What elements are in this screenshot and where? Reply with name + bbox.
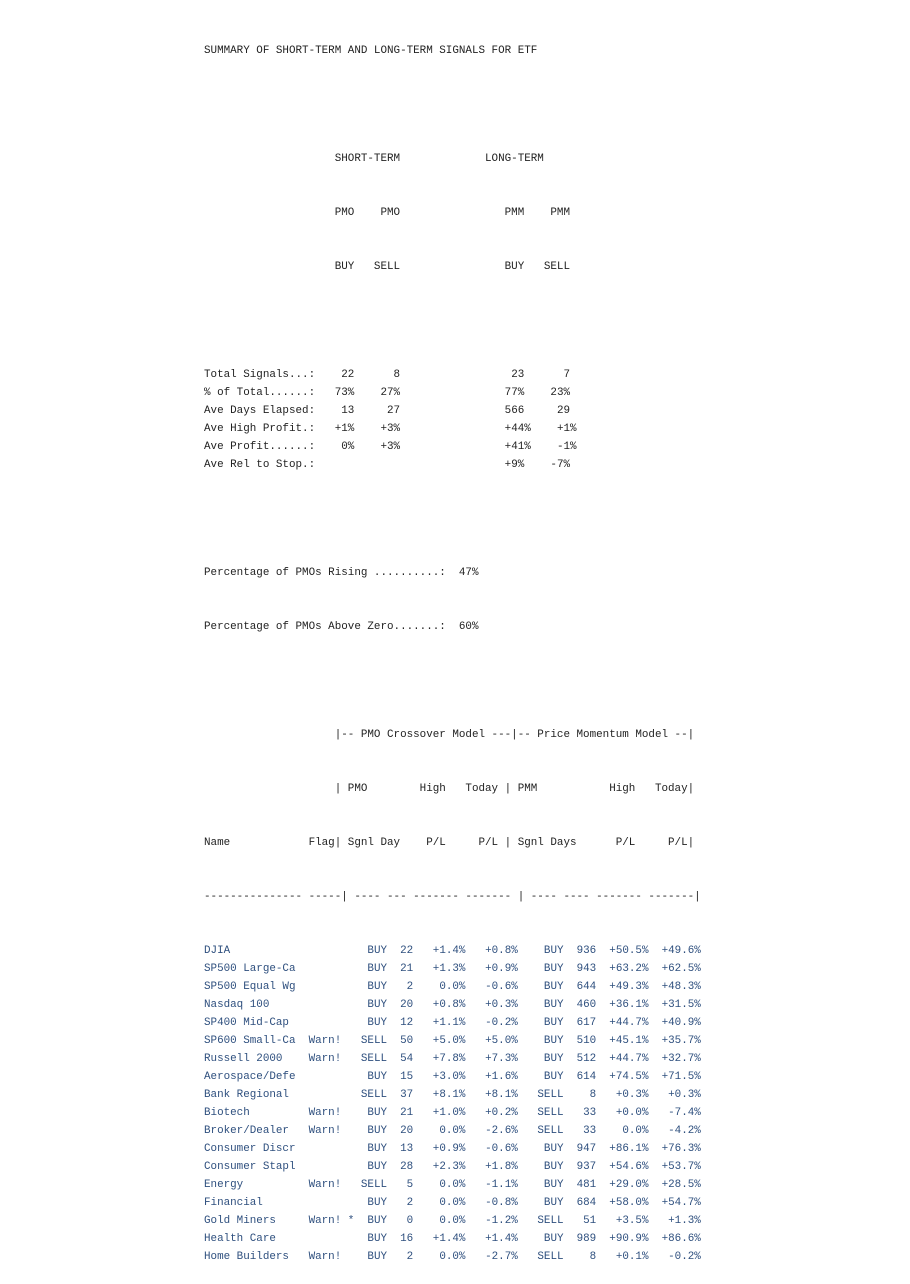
pmm-today-pl: -7.4% — [648, 1107, 701, 1119]
pct-rising-value: 47% — [458, 567, 479, 579]
summary-row — [204, 384, 701, 402]
signal-summary-report — [204, 6, 701, 1284]
warn-flag: Warn! — [308, 1179, 342, 1191]
table-row — [204, 1086, 701, 1104]
table-row — [204, 1212, 701, 1230]
pmo-today-pl: -0.2% — [465, 1017, 518, 1029]
pmm-days: 8 — [563, 1251, 597, 1263]
summary-st-sell-value: 27 — [354, 405, 401, 417]
table-row — [204, 1104, 701, 1122]
pmo-signal: BUY — [360, 1125, 388, 1137]
summary-row — [204, 438, 701, 456]
summary-lt-sell-value: 7 — [524, 369, 571, 381]
pmm-days: 510 — [563, 1035, 597, 1047]
summary-row — [204, 420, 701, 438]
pmm-days: 947 — [563, 1143, 597, 1155]
warn-flag — [309, 1233, 342, 1245]
pmo-today-pl: +0.3% — [465, 999, 518, 1011]
pmm-high-pl: +86.1% — [596, 1143, 649, 1155]
pmm-signal: BUY — [517, 1233, 564, 1245]
pmm-today-pl: +71.5% — [648, 1071, 701, 1083]
warn-flag — [309, 1143, 342, 1155]
pmo-signal: BUY — [360, 1161, 388, 1173]
signal-change-marker — [341, 945, 361, 957]
pmm-today-pl: +0.3% — [648, 1089, 701, 1101]
pmo-signal: BUY — [360, 963, 388, 975]
pmo-high-pl: 0.0% — [413, 1251, 466, 1263]
summary-st-sell-value: 8 — [354, 369, 401, 381]
pmm-signal: BUY — [517, 999, 564, 1011]
pmm-signal: BUY — [517, 1017, 564, 1029]
pmm-high-pl: +58.0% — [596, 1197, 649, 1209]
signal-change-marker — [341, 1251, 361, 1263]
table-row — [204, 1032, 701, 1050]
warn-flag — [309, 999, 342, 1011]
pmm-days: 460 — [563, 999, 597, 1011]
etf-name: Consumer Stapl — [204, 1161, 309, 1173]
etf-name: Russell 2000 — [204, 1053, 309, 1065]
signal-change-marker — [341, 1179, 361, 1191]
pmm-days: 937 — [563, 1161, 597, 1173]
blank-line — [204, 96, 701, 114]
signal-change-marker — [341, 1053, 361, 1065]
signal-change-marker — [341, 1035, 361, 1047]
pmo-days: 13 — [387, 1143, 414, 1155]
summary-st-buy-value: 13 — [321, 405, 355, 417]
summary-st-buy-value: 0% — [321, 441, 355, 453]
etf-name: Home Builders — [204, 1251, 309, 1263]
pmm-today-pl: +1.3% — [648, 1215, 701, 1227]
etf-name: Aerospace/Defe — [204, 1071, 309, 1083]
etf-name: Consumer Discr — [204, 1143, 309, 1155]
pmm-today-pl: +32.7% — [648, 1053, 701, 1065]
pmo-days: 12 — [387, 1017, 414, 1029]
pmm-today-pl: +62.5% — [648, 963, 701, 975]
pmm-high-pl: +45.1% — [596, 1035, 649, 1047]
pmo-days: 2 — [387, 1251, 414, 1263]
etf-name: Broker/Dealer — [204, 1125, 309, 1137]
summary-st-buy-value: 22 — [321, 369, 355, 381]
summary-row-label: Total Signals...: — [204, 369, 322, 381]
summary-row-label: Ave Profit......: — [204, 441, 322, 453]
pmm-today-pl: +28.5% — [648, 1179, 701, 1191]
summary-lt-sell-value: 23% — [524, 387, 571, 399]
table-row — [204, 1014, 701, 1032]
table-row — [204, 1050, 701, 1068]
pmm-today-pl: +31.5% — [648, 999, 701, 1011]
table-row — [204, 996, 701, 1014]
pmm-today-pl: -0.2% — [648, 1251, 701, 1263]
etf-name: SP500 Large-Ca — [204, 963, 309, 975]
pmo-days: 16 — [387, 1233, 414, 1245]
warn-flag — [309, 1017, 342, 1029]
signal-change-marker — [341, 1089, 361, 1101]
pmm-days: 989 — [563, 1233, 597, 1245]
pmm-days: 33 — [563, 1125, 597, 1137]
warn-flag — [309, 945, 342, 957]
pmm-signal: BUY — [517, 1053, 564, 1065]
warn-flag — [309, 981, 342, 993]
pmo-today-pl: -2.6% — [465, 1125, 518, 1137]
pmo-today-pl: +0.9% — [465, 963, 518, 975]
summary-st-sell-value: 27% — [354, 387, 401, 399]
pmo-today-pl: -1.1% — [465, 1179, 518, 1191]
signal-change-marker — [341, 963, 361, 975]
summary-st-sell-value: +3% — [354, 441, 401, 453]
pmo-high-pl: +2.3% — [413, 1161, 466, 1173]
pmm-high-pl: +54.6% — [596, 1161, 649, 1173]
pmo-today-pl: -1.2% — [465, 1215, 518, 1227]
pmo-today-pl: +1.4% — [465, 1233, 518, 1245]
summary-group-headers: SHORT-TERM LONG-TERM — [204, 153, 544, 165]
etf-name: Nasdaq 100 — [204, 999, 309, 1011]
pmm-signal: SELL — [517, 1215, 564, 1227]
signal-change-marker: * — [341, 1215, 361, 1227]
pmo-today-pl: +8.1% — [465, 1089, 518, 1101]
spacer — [400, 459, 505, 471]
pmo-high-pl: 0.0% — [413, 1125, 466, 1137]
pmm-signal: BUY — [517, 963, 564, 975]
table-row — [204, 1158, 701, 1176]
pct-pmos-above-zero — [204, 618, 701, 636]
summary-lt-buy-value: +44% — [504, 423, 531, 435]
pmo-days: 50 — [387, 1035, 414, 1047]
pmo-high-pl: +1.4% — [413, 945, 466, 957]
pmo-today-pl: -0.8% — [465, 1197, 518, 1209]
pmm-signal: BUY — [517, 1035, 564, 1047]
table-row — [204, 1068, 701, 1086]
pmo-days: 20 — [387, 1125, 414, 1137]
table-row — [204, 1176, 701, 1194]
summary-lt-sell-value: -1% — [530, 441, 577, 453]
pmm-days: 481 — [563, 1179, 597, 1191]
etf-name: Energy — [204, 1179, 309, 1191]
warn-flag — [309, 1161, 342, 1173]
pmm-high-pl: +63.2% — [596, 963, 649, 975]
warn-flag: Warn! — [308, 1035, 342, 1047]
pmm-high-pl: +36.1% — [596, 999, 649, 1011]
spacer — [400, 405, 505, 417]
pmm-high-pl: +50.5% — [596, 945, 649, 957]
signal-table-body — [204, 942, 701, 1266]
table-header-line-2: | PMO High Today | PMM High Today| — [204, 783, 695, 795]
summary-st-buy-value: 73% — [321, 387, 355, 399]
pmo-high-pl: +1.1% — [413, 1017, 466, 1029]
pmm-signal: BUY — [517, 1143, 564, 1155]
pmm-days: 512 — [563, 1053, 597, 1065]
table-row — [204, 1140, 701, 1158]
summary-st-sell-value: +3% — [354, 423, 401, 435]
etf-name: SP400 Mid-Cap — [204, 1017, 309, 1029]
table-header-line-1: |-- PMO Crossover Model ---|-- Price Momentum Model --| — [204, 729, 695, 741]
table-row — [204, 942, 701, 960]
pmo-today-pl: +7.3% — [465, 1053, 518, 1065]
pmm-high-pl: +0.3% — [596, 1089, 649, 1101]
summary-row — [204, 402, 701, 420]
summary-col-headers-1: PMO PMO PMM PMM — [204, 207, 570, 219]
spacer — [400, 441, 505, 453]
pmo-days: 2 — [387, 1197, 414, 1209]
report-title: SUMMARY OF SHORT-TERM AND LONG-TERM SIGNALS FOR ETF — [204, 45, 538, 57]
pmm-signal: BUY — [517, 1197, 564, 1209]
etf-name: SP600 Small-Ca — [204, 1035, 309, 1047]
summary-lt-buy-value: +9% — [504, 459, 525, 471]
pmo-high-pl: 0.0% — [413, 981, 466, 993]
table-row — [204, 1122, 701, 1140]
summary-lt-sell-value: +1% — [530, 423, 577, 435]
summary-lt-buy-value: 566 — [504, 405, 525, 417]
warn-flag — [309, 1071, 342, 1083]
pmm-high-pl: +49.3% — [596, 981, 649, 993]
pmm-high-pl: +44.7% — [596, 1017, 649, 1029]
pmm-signal: BUY — [517, 1071, 564, 1083]
etf-name: SP500 Equal Wg — [204, 981, 309, 993]
pct-rising-label: Percentage of PMOs Rising ..........: — [204, 567, 446, 579]
summary-st-buy-value — [322, 459, 355, 471]
pmo-days: 37 — [387, 1089, 414, 1101]
pmo-signal: BUY — [360, 999, 388, 1011]
table-row — [204, 960, 701, 978]
etf-name: DJIA — [204, 945, 309, 957]
pct-pmos-rising — [204, 564, 701, 582]
summary-row-label: Ave Rel to Stop.: — [204, 459, 322, 471]
spacer — [400, 369, 505, 381]
pmm-today-pl: +53.7% — [648, 1161, 701, 1173]
table-row — [204, 978, 701, 996]
signal-change-marker — [341, 1125, 361, 1137]
pmo-signal: SELL — [360, 1053, 388, 1065]
pmo-signal: BUY — [360, 1071, 388, 1083]
pmo-today-pl: +0.2% — [465, 1107, 518, 1119]
pct-above-zero-label: Percentage of PMOs Above Zero.......: — [204, 621, 446, 633]
pmm-signal: SELL — [517, 1251, 564, 1263]
pmm-today-pl: +86.6% — [648, 1233, 701, 1245]
warn-flag — [309, 1197, 342, 1209]
pmo-high-pl: +1.0% — [413, 1107, 466, 1119]
pmo-high-pl: +5.0% — [413, 1035, 466, 1047]
pmo-high-pl: +7.8% — [413, 1053, 466, 1065]
pmo-signal: SELL — [360, 1089, 388, 1101]
pmo-signal: BUY — [360, 981, 388, 993]
pmo-high-pl: 0.0% — [413, 1179, 466, 1191]
pmo-signal: BUY — [360, 1017, 388, 1029]
pmm-days: 644 — [563, 981, 597, 993]
summary-col-headers-2: BUY SELL BUY SELL — [204, 261, 570, 273]
pmm-signal: SELL — [517, 1107, 564, 1119]
pmm-signal: BUY — [517, 945, 564, 957]
pmm-high-pl: +0.0% — [596, 1107, 649, 1119]
pmo-days: 20 — [387, 999, 414, 1011]
pmm-high-pl: +44.7% — [596, 1053, 649, 1065]
pmm-days: 33 — [563, 1107, 597, 1119]
pmm-high-pl: +3.5% — [596, 1215, 649, 1227]
pmm-today-pl: +54.7% — [648, 1197, 701, 1209]
pmm-signal: BUY — [517, 981, 564, 993]
pmm-days: 617 — [563, 1017, 597, 1029]
pmm-today-pl: -4.2% — [648, 1125, 701, 1137]
pmo-today-pl: +5.0% — [465, 1035, 518, 1047]
signal-change-marker — [341, 1233, 361, 1245]
signal-change-marker — [341, 1143, 361, 1155]
table-row — [204, 1248, 701, 1266]
etf-name: Biotech — [204, 1107, 309, 1119]
summary-lt-buy-value: 77% — [504, 387, 525, 399]
pmo-days: 15 — [387, 1071, 414, 1083]
pmo-high-pl: +1.3% — [413, 963, 466, 975]
pmo-high-pl: +0.9% — [413, 1143, 466, 1155]
warn-flag: Warn! — [308, 1125, 342, 1137]
pmm-signal: SELL — [517, 1089, 564, 1101]
pmm-high-pl: +74.5% — [596, 1071, 649, 1083]
pmo-signal: BUY — [360, 1215, 388, 1227]
signal-change-marker — [341, 981, 361, 993]
table-header-line-3: Name Flag| Sgnl Day P/L P/L | Sgnl Days P/L P/L| — [204, 837, 695, 849]
pmo-signal: BUY — [360, 1233, 388, 1245]
pmm-signal: BUY — [517, 1179, 564, 1191]
summary-rows — [204, 366, 701, 474]
summary-st-buy-value: +1% — [321, 423, 355, 435]
pmm-today-pl: +49.6% — [648, 945, 701, 957]
pmo-days: 5 — [387, 1179, 414, 1191]
warn-flag — [309, 1089, 342, 1101]
pmm-days: 614 — [563, 1071, 597, 1083]
pmo-today-pl: -2.7% — [465, 1251, 518, 1263]
pmo-high-pl: +0.8% — [413, 999, 466, 1011]
etf-name: Financial — [204, 1197, 309, 1209]
summary-row — [204, 456, 701, 474]
pmo-today-pl: +1.8% — [465, 1161, 518, 1173]
pmo-days: 21 — [387, 963, 414, 975]
etf-name: Bank Regional — [204, 1089, 309, 1101]
pmo-days: 21 — [387, 1107, 414, 1119]
pmo-today-pl: -0.6% — [465, 981, 518, 993]
signal-change-marker — [341, 1197, 361, 1209]
pmo-days: 54 — [387, 1053, 414, 1065]
pmo-high-pl: +8.1% — [413, 1089, 466, 1101]
pmm-signal: SELL — [517, 1125, 564, 1137]
pmm-days: 51 — [563, 1215, 597, 1227]
pmm-today-pl: +35.7% — [648, 1035, 701, 1047]
pmo-signal: BUY — [360, 1107, 388, 1119]
summary-row-label: Ave High Profit.: — [204, 423, 322, 435]
signal-change-marker — [341, 1017, 361, 1029]
pmm-today-pl: +40.9% — [648, 1017, 701, 1029]
blank-line — [204, 312, 701, 330]
summary-st-sell-value — [354, 459, 400, 471]
etf-name: Gold Miners — [204, 1215, 309, 1227]
pmo-signal: BUY — [360, 1251, 388, 1263]
pmm-days: 8 — [563, 1089, 597, 1101]
pmm-days: 943 — [563, 963, 597, 975]
pmm-high-pl: 0.0% — [596, 1125, 649, 1137]
pmo-days: 22 — [387, 945, 414, 957]
blank-line — [204, 672, 701, 690]
pmo-high-pl: 0.0% — [413, 1197, 466, 1209]
warn-flag: Warn! — [308, 1215, 342, 1227]
pmm-today-pl: +48.3% — [648, 981, 701, 993]
warn-flag: Warn! — [308, 1251, 342, 1263]
summary-lt-buy-value: 23 — [504, 369, 525, 381]
table-row — [204, 1194, 701, 1212]
pmo-days: 0 — [387, 1215, 414, 1227]
summary-lt-buy-value: +41% — [504, 441, 531, 453]
table-row — [204, 1230, 701, 1248]
pmo-signal: BUY — [360, 1143, 388, 1155]
table-header-separator: --------------- -----| ---- --- ------- ------- | ---- ---- ------- -------| — [204, 891, 701, 903]
pmm-days: 936 — [563, 945, 597, 957]
summary-row-label: % of Total......: — [204, 387, 322, 399]
summary-lt-sell-value: -7% — [524, 459, 571, 471]
pmo-today-pl: -0.6% — [465, 1143, 518, 1155]
pmm-today-pl: +76.3% — [648, 1143, 701, 1155]
pmo-signal: SELL — [360, 1035, 388, 1047]
pmo-days: 2 — [387, 981, 414, 993]
pmo-today-pl: +1.6% — [465, 1071, 518, 1083]
pmo-signal: BUY — [360, 1197, 388, 1209]
etf-name: Health Care — [204, 1233, 309, 1245]
pmo-high-pl: +1.4% — [413, 1233, 466, 1245]
summary-row — [204, 366, 701, 384]
pmm-high-pl: +29.0% — [596, 1179, 649, 1191]
blank-line — [204, 510, 701, 528]
pmo-days: 28 — [387, 1161, 414, 1173]
pmm-days: 684 — [563, 1197, 597, 1209]
spacer — [400, 423, 505, 435]
pct-above-zero-value: 60% — [458, 621, 479, 633]
signal-change-marker — [341, 1161, 361, 1173]
signal-change-marker — [341, 999, 361, 1011]
pmo-high-pl: +3.0% — [413, 1071, 466, 1083]
pmo-today-pl: +0.8% — [465, 945, 518, 957]
pmo-signal: SELL — [360, 1179, 388, 1191]
signal-change-marker — [341, 1071, 361, 1083]
pmm-high-pl: +90.9% — [596, 1233, 649, 1245]
summary-row-label: Ave Days Elapsed: — [204, 405, 322, 417]
warn-flag: Warn! — [308, 1053, 342, 1065]
pmm-high-pl: +0.1% — [596, 1251, 649, 1263]
pmo-high-pl: 0.0% — [413, 1215, 466, 1227]
spacer — [400, 387, 505, 399]
signal-change-marker — [341, 1107, 361, 1119]
warn-flag: Warn! — [308, 1107, 342, 1119]
pmo-signal: BUY — [360, 945, 388, 957]
warn-flag — [309, 963, 342, 975]
pmm-signal: BUY — [517, 1161, 564, 1173]
summary-lt-sell-value: 29 — [524, 405, 571, 417]
